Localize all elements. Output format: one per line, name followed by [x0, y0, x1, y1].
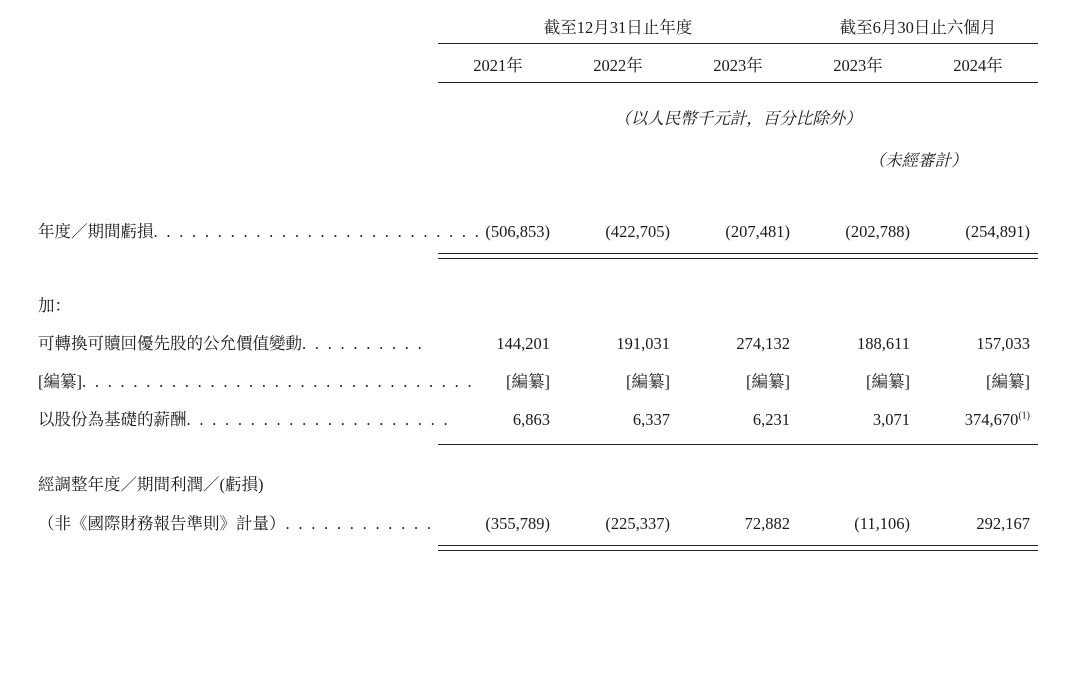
row-value-sbc-2022: 6,337 [632, 410, 670, 429]
row-value-fv-2021: 144,201 [496, 334, 550, 353]
dbl-2021 [438, 249, 558, 259]
row-value-loss-2022: (422,705) [605, 222, 670, 241]
table-row-sbc [38, 399, 1038, 437]
dbl-2023a [678, 249, 798, 259]
row-label-loss: 年度／期間虧損. . . . . . . . . . . . . . . . . . . . . . . . . . [38, 222, 482, 241]
financial-table-page [0, 14, 1080, 678]
dbl-2022 [558, 249, 678, 259]
column-header-2022: 2022年 [593, 56, 643, 75]
sbc-row-rule [38, 437, 1038, 445]
row-label-add: 加： [38, 296, 71, 315]
row-value-add-2023i [798, 285, 918, 323]
group-header-blank [38, 14, 438, 43]
row-value-sbc-2023i: 3,071 [872, 410, 910, 429]
ul-2021 [438, 437, 558, 445]
gap-row-1 [38, 171, 1038, 211]
unaudited-note-spacer [438, 129, 798, 171]
gap-row-2 [38, 259, 1038, 285]
row-value-fv-2024i: 157,033 [976, 334, 1030, 353]
ul-blank [38, 437, 438, 445]
loss-row-double-rule [38, 249, 1038, 259]
column-header-row [38, 44, 1038, 82]
total-dbl-2021 [438, 541, 558, 551]
total-dbl-2023i [798, 541, 918, 551]
row-value-fv-2022: 191,031 [616, 334, 670, 353]
ul-2024i [918, 437, 1038, 445]
row-value-redacted-2023i: [編纂] [866, 372, 910, 391]
adjusted-profit-table [38, 14, 1038, 551]
unaudited-note-row [38, 129, 1038, 171]
row-value-add-2023a [678, 285, 798, 323]
total-row-double-rule [38, 541, 1038, 551]
row-value-redacted-2022: [編纂] [626, 372, 670, 391]
column-header-2024-interim: 2024年 [953, 56, 1003, 75]
unit-note-blank [38, 83, 438, 129]
column-header-blank [38, 44, 438, 82]
unit-note-row [38, 83, 1038, 129]
row-value-redacted-2021: [編纂] [506, 372, 550, 391]
row-value-redacted-2023a: [編纂] [746, 372, 790, 391]
total-dbl-2024i [918, 541, 1038, 551]
table-row-adjusted-total [38, 503, 1038, 541]
ul-2023i [798, 437, 918, 445]
row-value-add-2022 [558, 285, 678, 323]
total-value-2021: (355,789) [485, 514, 550, 533]
row-value-sbc-2021: 6,863 [512, 410, 550, 429]
table-row-fv-change [38, 323, 1038, 361]
total-value-2023a: 72,882 [744, 514, 790, 533]
table-row-loss [38, 211, 1038, 249]
ul-2023a [678, 437, 798, 445]
table-row-add [38, 285, 1038, 323]
total-label-line1-row [38, 471, 1038, 503]
total-dbl-2023a [678, 541, 798, 551]
row-label-sbc: 以股份為基礎的薪酬. . . . . . . . . . . . . . . . . . . . . [38, 410, 450, 429]
dbl-2023i [798, 249, 918, 259]
total-label-line1: 經調整年度／期間利潤／(虧損) [38, 475, 264, 494]
row-value-loss-2023i: (202,788) [845, 222, 910, 241]
ul-2022 [558, 437, 678, 445]
row-value-loss-2023a: (207,481) [725, 222, 790, 241]
row-value-add-2021 [438, 285, 558, 323]
group-header-interim: 截至6月30日止六個月 [839, 18, 997, 37]
row-value-fv-2023a: 274,132 [736, 334, 790, 353]
row-value-sbc-2023a: 6,231 [752, 410, 790, 429]
row-value-loss-2024i: (254,891) [965, 222, 1030, 241]
dbl-2024i [918, 249, 1038, 259]
row-value-loss-2021: (506,853) [485, 222, 550, 241]
row-value-redacted-2024i: [編纂] [986, 372, 1030, 391]
dbl-blank [38, 249, 438, 259]
total-dbl-2022 [558, 541, 678, 551]
row-label-redacted: [編纂]. . . . . . . . . . . . . . . . . . . . . . . . . . . . . . . [38, 372, 474, 391]
group-header-annual: 截至12月31日止年度 [543, 18, 693, 37]
total-value-2022: (225,337) [605, 514, 670, 533]
row-value-fv-2023i: 188,611 [856, 334, 910, 353]
total-line1-blank [438, 471, 1038, 503]
group-header-row [38, 14, 1038, 43]
total-label-line2: （非《國際財務報告準則》計量）. . . . . . . . . . . . [38, 514, 434, 533]
table-row-redacted [38, 361, 1038, 399]
unaudited-note: （未經審計） [868, 151, 968, 170]
unaudited-note-blank [38, 129, 438, 171]
row-label-fv-change: 可轉換可贖回優先股的公允價值變動. . . . . . . . . . [38, 334, 425, 353]
total-value-2023i: (11,106) [854, 514, 910, 533]
row-value-add-2024i [918, 285, 1038, 323]
total-value-2024i: 292,167 [976, 514, 1030, 533]
total-dbl-blank [38, 541, 438, 551]
column-header-2023-interim: 2023年 [833, 56, 883, 75]
row-value-sbc-2024i: 374,670$^{(1)}$ [964, 410, 1030, 429]
unit-note: （以人民幣千元計，百分比除外） [614, 109, 862, 128]
column-header-2023-annual: 2023年 [713, 56, 763, 75]
column-header-2021: 2021年 [473, 56, 523, 75]
footnote-marker: (1) [1018, 410, 1030, 422]
gap-row-3 [38, 445, 1038, 471]
